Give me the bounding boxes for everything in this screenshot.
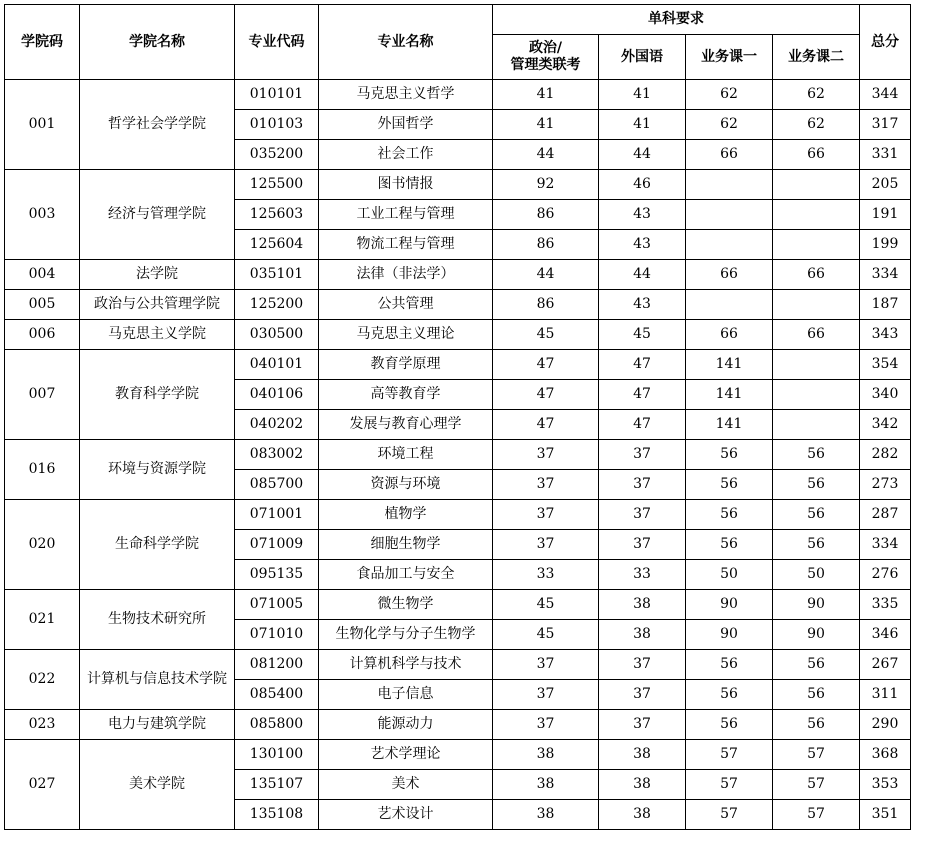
foreign-language-score-cell: 38 (599, 620, 686, 650)
course2-score-cell: 50 (773, 560, 860, 590)
course2-score-cell (773, 230, 860, 260)
politics-score-cell: 37 (493, 650, 599, 680)
foreign-language-score-cell: 46 (599, 170, 686, 200)
major-name-cell: 马克思主义理论 (319, 320, 493, 350)
school-code-cell: 023 (5, 710, 80, 740)
major-name-cell: 艺术学理论 (319, 740, 493, 770)
school-name-cell: 环境与资源学院 (80, 440, 235, 500)
politics-score-cell: 47 (493, 350, 599, 380)
total-score-cell: 344 (860, 80, 911, 110)
major-code-cell: 071010 (235, 620, 319, 650)
course1-score-cell: 56 (686, 680, 773, 710)
foreign-language-score-cell: 38 (599, 800, 686, 830)
major-name-cell: 马克思主义哲学 (319, 80, 493, 110)
major-name-cell: 能源动力 (319, 710, 493, 740)
politics-score-cell: 37 (493, 470, 599, 500)
table-row (5, 80, 911, 110)
politics-score-cell: 44 (493, 140, 599, 170)
course2-score-cell: 90 (773, 620, 860, 650)
major-name-cell: 资源与环境 (319, 470, 493, 500)
table-row (5, 590, 911, 620)
total-score-cell: 340 (860, 380, 911, 410)
foreign-language-score-cell: 43 (599, 230, 686, 260)
course2-score-cell (773, 350, 860, 380)
course1-score-cell: 50 (686, 560, 773, 590)
foreign-language-score-cell: 44 (599, 140, 686, 170)
major-name-cell: 植物学 (319, 500, 493, 530)
major-name-cell: 高等教育学 (319, 380, 493, 410)
major-name-cell: 生物化学与分子生物学 (319, 620, 493, 650)
course1-score-cell: 56 (686, 710, 773, 740)
major-code-cell: 125500 (235, 170, 319, 200)
major-name-cell: 计算机科学与技术 (319, 650, 493, 680)
major-name-cell: 艺术设计 (319, 800, 493, 830)
major-code-cell: 095135 (235, 560, 319, 590)
politics-score-cell: 38 (493, 800, 599, 830)
course1-score-cell: 90 (686, 590, 773, 620)
header-politics: 政治/ 管理类联考 (493, 35, 599, 80)
table-row (5, 440, 911, 470)
course2-score-cell: 56 (773, 710, 860, 740)
major-code-cell: 040202 (235, 410, 319, 440)
course2-score-cell: 57 (773, 800, 860, 830)
total-score-cell: 335 (860, 590, 911, 620)
school-name-cell: 生物技术研究所 (80, 590, 235, 650)
header-total: 总分 (860, 5, 911, 80)
major-code-cell: 083002 (235, 440, 319, 470)
course2-score-cell (773, 290, 860, 320)
table-row (5, 320, 911, 350)
school-code-cell: 020 (5, 500, 80, 590)
politics-score-cell: 44 (493, 260, 599, 290)
header-major-code: 专业代码 (235, 5, 319, 80)
major-code-cell: 085800 (235, 710, 319, 740)
table-row (5, 350, 911, 380)
major-code-cell: 135108 (235, 800, 319, 830)
foreign-language-score-cell: 37 (599, 470, 686, 500)
politics-score-cell: 45 (493, 620, 599, 650)
politics-score-cell: 38 (493, 770, 599, 800)
course2-score-cell: 56 (773, 650, 860, 680)
politics-score-cell: 86 (493, 290, 599, 320)
major-name-cell: 外国哲学 (319, 110, 493, 140)
course1-score-cell: 62 (686, 80, 773, 110)
major-code-cell: 071005 (235, 590, 319, 620)
school-code-cell: 016 (5, 440, 80, 500)
major-code-cell: 125604 (235, 230, 319, 260)
table-row (5, 290, 911, 320)
table-body (5, 80, 911, 830)
header-subject-requirements: 单科要求 (493, 5, 860, 35)
major-code-cell: 035101 (235, 260, 319, 290)
politics-score-cell: 37 (493, 440, 599, 470)
total-score-cell: 317 (860, 110, 911, 140)
major-code-cell: 035200 (235, 140, 319, 170)
course2-score-cell: 56 (773, 500, 860, 530)
school-name-cell: 生命科学学院 (80, 500, 235, 590)
politics-score-cell: 45 (493, 590, 599, 620)
course1-score-cell: 57 (686, 740, 773, 770)
course2-score-cell: 62 (773, 110, 860, 140)
total-score-cell: 334 (860, 530, 911, 560)
score-requirements-table (4, 4, 911, 830)
foreign-language-score-cell: 38 (599, 770, 686, 800)
major-name-cell: 电子信息 (319, 680, 493, 710)
course1-score-cell: 66 (686, 260, 773, 290)
politics-score-cell: 86 (493, 200, 599, 230)
school-code-cell: 001 (5, 80, 80, 170)
foreign-language-score-cell: 33 (599, 560, 686, 590)
foreign-language-score-cell: 38 (599, 740, 686, 770)
school-name-cell: 马克思主义学院 (80, 320, 235, 350)
course1-score-cell: 56 (686, 530, 773, 560)
politics-score-cell: 37 (493, 500, 599, 530)
course2-score-cell: 56 (773, 530, 860, 560)
major-code-cell: 125200 (235, 290, 319, 320)
course2-score-cell (773, 170, 860, 200)
course1-score-cell: 56 (686, 440, 773, 470)
total-score-cell: 187 (860, 290, 911, 320)
foreign-language-score-cell: 37 (599, 680, 686, 710)
total-score-cell: 343 (860, 320, 911, 350)
major-code-cell: 081200 (235, 650, 319, 680)
foreign-language-score-cell: 43 (599, 200, 686, 230)
politics-score-cell: 47 (493, 410, 599, 440)
politics-score-cell: 41 (493, 110, 599, 140)
major-code-cell: 085400 (235, 680, 319, 710)
total-score-cell: 311 (860, 680, 911, 710)
politics-score-cell: 37 (493, 710, 599, 740)
course2-score-cell: 57 (773, 770, 860, 800)
total-score-cell: 354 (860, 350, 911, 380)
total-score-cell: 287 (860, 500, 911, 530)
school-name-cell: 经济与管理学院 (80, 170, 235, 260)
total-score-cell: 282 (860, 440, 911, 470)
course1-score-cell (686, 290, 773, 320)
total-score-cell: 290 (860, 710, 911, 740)
course1-score-cell (686, 170, 773, 200)
major-code-cell: 010101 (235, 80, 319, 110)
course1-score-cell (686, 200, 773, 230)
foreign-language-score-cell: 43 (599, 290, 686, 320)
header-major-name: 专业名称 (319, 5, 493, 80)
course2-score-cell: 90 (773, 590, 860, 620)
school-name-cell: 政治与公共管理学院 (80, 290, 235, 320)
major-code-cell: 130100 (235, 740, 319, 770)
major-name-cell: 公共管理 (319, 290, 493, 320)
school-code-cell: 003 (5, 170, 80, 260)
table-row (5, 650, 911, 680)
course2-score-cell: 66 (773, 140, 860, 170)
course2-score-cell (773, 410, 860, 440)
major-name-cell: 法律（非法学） (319, 260, 493, 290)
school-name-cell: 教育科学学院 (80, 350, 235, 440)
total-score-cell: 273 (860, 470, 911, 500)
header-school-code: 学院码 (5, 5, 80, 80)
course1-score-cell: 56 (686, 500, 773, 530)
school-name-cell: 法学院 (80, 260, 235, 290)
total-score-cell: 351 (860, 800, 911, 830)
table-row (5, 260, 911, 290)
school-code-cell: 004 (5, 260, 80, 290)
total-score-cell: 346 (860, 620, 911, 650)
foreign-language-score-cell: 47 (599, 410, 686, 440)
major-name-cell: 物流工程与管理 (319, 230, 493, 260)
school-code-cell: 005 (5, 290, 80, 320)
major-name-cell: 美术 (319, 770, 493, 800)
politics-score-cell: 47 (493, 380, 599, 410)
course1-score-cell: 62 (686, 110, 773, 140)
foreign-language-score-cell: 41 (599, 80, 686, 110)
foreign-language-score-cell: 37 (599, 500, 686, 530)
course2-score-cell: 56 (773, 440, 860, 470)
school-code-cell: 027 (5, 740, 80, 830)
course2-score-cell: 66 (773, 260, 860, 290)
course2-score-cell: 66 (773, 320, 860, 350)
total-score-cell: 205 (860, 170, 911, 200)
header-foreign-language: 外国语 (599, 35, 686, 80)
total-score-cell: 342 (860, 410, 911, 440)
school-name-cell: 美术学院 (80, 740, 235, 830)
table-row (5, 740, 911, 770)
total-score-cell: 331 (860, 140, 911, 170)
school-code-cell: 006 (5, 320, 80, 350)
course2-score-cell: 56 (773, 680, 860, 710)
course1-score-cell: 141 (686, 350, 773, 380)
header-course1: 业务课一 (686, 35, 773, 80)
course2-score-cell: 57 (773, 740, 860, 770)
major-name-cell: 发展与教育心理学 (319, 410, 493, 440)
table-row (5, 170, 911, 200)
major-name-cell: 工业工程与管理 (319, 200, 493, 230)
major-name-cell: 食品加工与安全 (319, 560, 493, 590)
foreign-language-score-cell: 38 (599, 590, 686, 620)
foreign-language-score-cell: 47 (599, 380, 686, 410)
foreign-language-score-cell: 44 (599, 260, 686, 290)
politics-score-cell: 37 (493, 680, 599, 710)
course2-score-cell: 62 (773, 80, 860, 110)
foreign-language-score-cell: 37 (599, 710, 686, 740)
major-code-cell: 010103 (235, 110, 319, 140)
course1-score-cell: 57 (686, 770, 773, 800)
table-row (5, 710, 911, 740)
total-score-cell: 334 (860, 260, 911, 290)
major-code-cell: 030500 (235, 320, 319, 350)
total-score-cell: 199 (860, 230, 911, 260)
foreign-language-score-cell: 37 (599, 650, 686, 680)
major-code-cell: 071001 (235, 500, 319, 530)
course1-score-cell: 66 (686, 320, 773, 350)
total-score-cell: 267 (860, 650, 911, 680)
major-code-cell: 040101 (235, 350, 319, 380)
major-name-cell: 图书情报 (319, 170, 493, 200)
politics-score-cell: 86 (493, 230, 599, 260)
major-code-cell: 040106 (235, 380, 319, 410)
total-score-cell: 191 (860, 200, 911, 230)
foreign-language-score-cell: 41 (599, 110, 686, 140)
major-name-cell: 社会工作 (319, 140, 493, 170)
total-score-cell: 368 (860, 740, 911, 770)
major-name-cell: 微生物学 (319, 590, 493, 620)
major-name-cell: 细胞生物学 (319, 530, 493, 560)
foreign-language-score-cell: 45 (599, 320, 686, 350)
table-row (5, 500, 911, 530)
course1-score-cell: 141 (686, 380, 773, 410)
course1-score-cell: 56 (686, 470, 773, 500)
course1-score-cell: 141 (686, 410, 773, 440)
politics-score-cell: 33 (493, 560, 599, 590)
score-table-container (4, 4, 911, 830)
course2-score-cell (773, 380, 860, 410)
major-code-cell: 085700 (235, 470, 319, 500)
course1-score-cell: 57 (686, 800, 773, 830)
school-name-cell: 哲学社会学学院 (80, 80, 235, 170)
total-score-cell: 276 (860, 560, 911, 590)
school-code-cell: 022 (5, 650, 80, 710)
course2-score-cell: 56 (773, 470, 860, 500)
major-code-cell: 071009 (235, 530, 319, 560)
major-name-cell: 环境工程 (319, 440, 493, 470)
course1-score-cell: 56 (686, 650, 773, 680)
foreign-language-score-cell: 47 (599, 350, 686, 380)
major-code-cell: 125603 (235, 200, 319, 230)
table-header (5, 5, 911, 80)
school-name-cell: 计算机与信息技术学院 (80, 650, 235, 710)
foreign-language-score-cell: 37 (599, 530, 686, 560)
school-code-cell: 021 (5, 590, 80, 650)
major-code-cell: 135107 (235, 770, 319, 800)
politics-score-cell: 45 (493, 320, 599, 350)
course2-score-cell (773, 200, 860, 230)
politics-score-cell: 38 (493, 740, 599, 770)
total-score-cell: 353 (860, 770, 911, 800)
politics-score-cell: 92 (493, 170, 599, 200)
header-course2: 业务课二 (773, 35, 860, 80)
course1-score-cell: 90 (686, 620, 773, 650)
major-name-cell: 教育学原理 (319, 350, 493, 380)
course1-score-cell (686, 230, 773, 260)
school-name-cell: 电力与建筑学院 (80, 710, 235, 740)
politics-score-cell: 37 (493, 530, 599, 560)
course1-score-cell: 66 (686, 140, 773, 170)
politics-score-cell: 41 (493, 80, 599, 110)
foreign-language-score-cell: 37 (599, 440, 686, 470)
header-school-name: 学院名称 (80, 5, 235, 80)
school-code-cell: 007 (5, 350, 80, 440)
